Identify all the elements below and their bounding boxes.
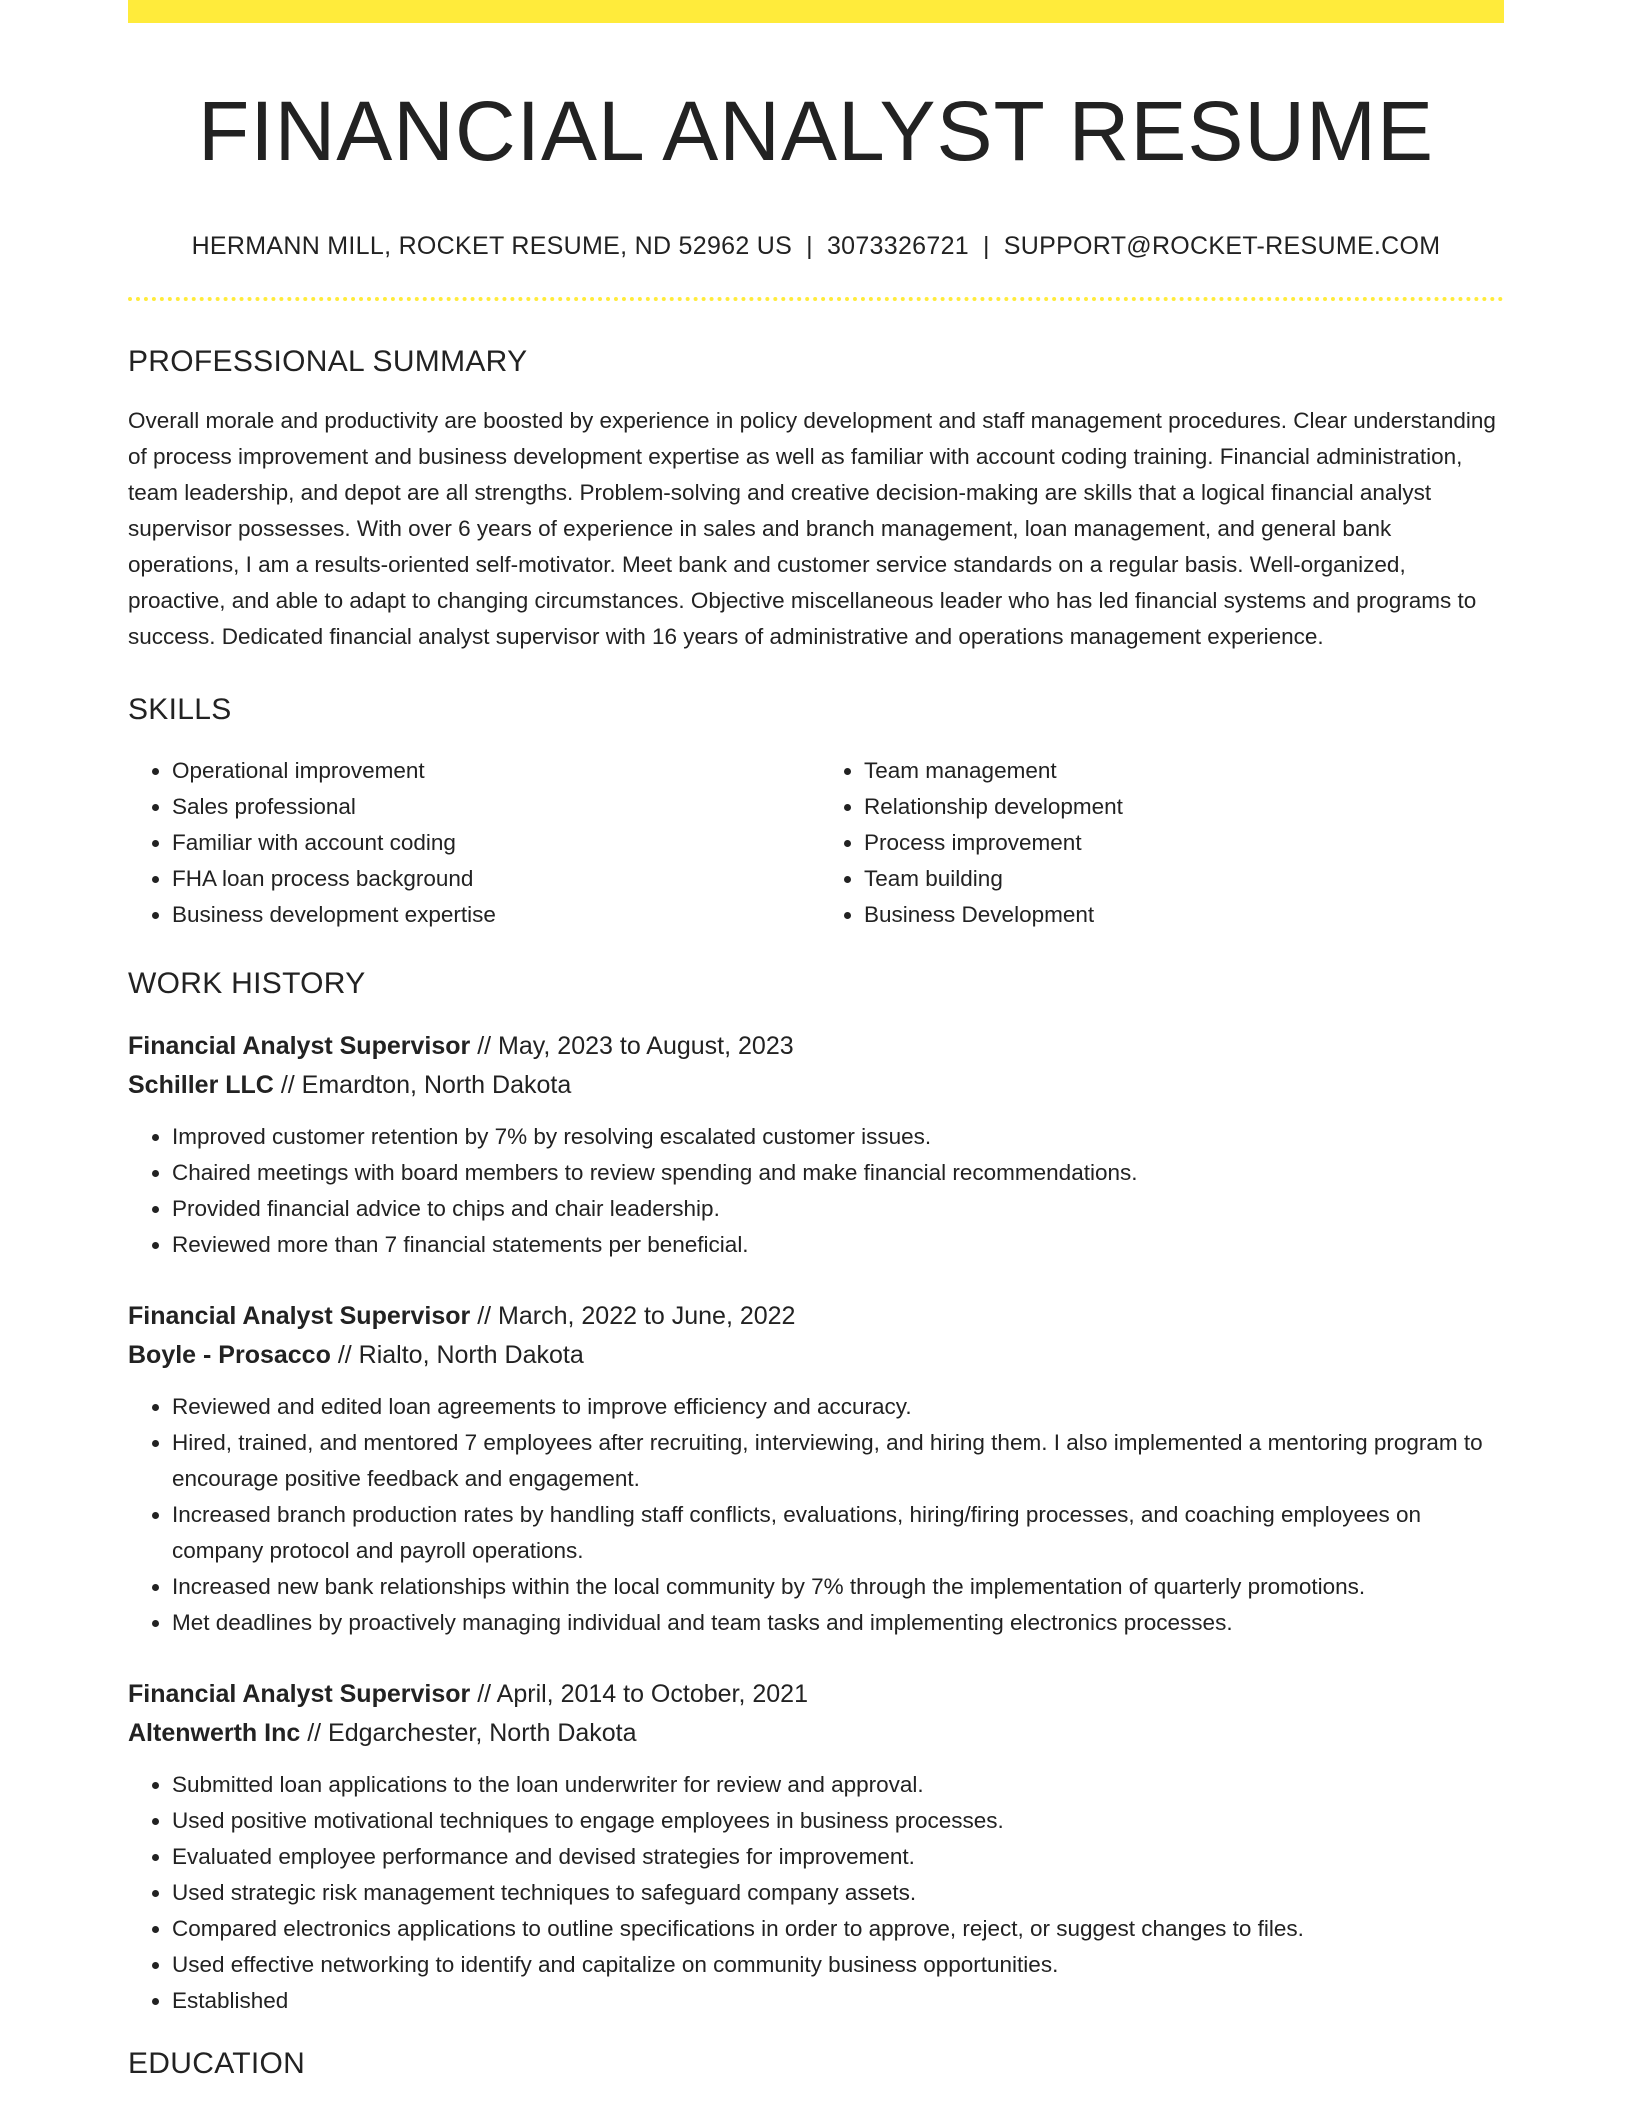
job-title: Financial Analyst Supervisor [128,1301,471,1330]
contact-email: SUPPORT@ROCKET-RESUME.COM [1003,231,1441,260]
job-bullet: • Submitted loan applications to the loan underwriter for review and approval. [172,1767,1504,1803]
skill-item: • FHA loan process background [172,861,816,897]
job-company-line [128,1066,1504,1105]
job-bullet: • Met deadlines by proactively managing individual and team tasks and implementing electronics processes. [172,1605,1504,1641]
job-title-line [128,1675,1504,1714]
skill-item: • Process improvement [864,825,1504,861]
skills-grid [128,753,1504,933]
contact-line [128,232,1504,261]
summary-heading: PROFESSIONAL SUMMARY [128,344,528,378]
job-company-line [128,1714,1504,1753]
job-location: // Edgarchester, North Dakota [307,1718,637,1747]
skill-item: • Familiar with account coding [172,825,816,861]
job-dates: // March, 2022 to June, 2022 [477,1301,796,1330]
job-bullet: • Compared electronics applications to outline specifications in order to approve, reject, or suggest changes to files. [172,1911,1504,1947]
resume-page [128,0,1504,2112]
job-bullet: • Improved customer retention by 7% by resolving escalated customer issues. [172,1119,1504,1155]
job-dates: // April, 2014 to October, 2021 [477,1679,808,1708]
skill-item: • Business development expertise [172,897,816,933]
job-bullet: • Reviewed and edited loan agreements to improve efficiency and accuracy. [172,1389,1504,1425]
contact-address: HERMANN MILL, ROCKET RESUME, ND 52962 US [191,231,793,260]
job-entry [128,1675,1504,2019]
job-bullet: • Evaluated employee performance and devised strategies for improvement. [172,1839,1504,1875]
job-bullets [128,1767,1504,2019]
education-heading: EDUCATION [128,2046,306,2080]
job-company: Boyle - Prosacco [128,1340,331,1369]
job-title: Financial Analyst Supervisor [128,1679,471,1708]
contact-phone: 3073326721 [826,231,969,260]
job-bullets [128,1119,1504,1263]
job-bullet: • Used positive motivational techniques to engage employees in business processes. [172,1803,1504,1839]
job-location: // Emardton, North Dakota [280,1070,572,1099]
job-location: // Rialto, North Dakota [337,1340,584,1369]
skill-item: • Team management [864,753,1504,789]
summary-text: Overall morale and productivity are boosted by experience in policy development and staff management procedures. Clear understanding of process improvement and business development expertise as well as familiar with account coding training. Financial administration, team leadership, and depot are all strengths. Problem-solving and creative decision-making are skills that a logical financial analyst supervisor possesses. With over 6 years of experience in sales and branch management, loan management, and general bank operations, I am a results-oriented self-motivator. Meet bank and customer service standards on a regular basis. Well-organized, proactive, and able to adapt to changing circumstances. Objective miscellaneous leader who has led financial systems and programs to success. Dedicated financial analyst supervisor with 16 years of administrative and operations management experience. [128,407,1496,649]
job-bullet: • Used strategic risk management techniques to safeguard company assets. [172,1875,1504,1911]
job-bullet: • Provided financial advice to chips and chair leadership. [172,1191,1504,1227]
skills-column-right [816,753,1504,933]
accent-top-bar [128,0,1504,23]
job-company-line [128,1336,1504,1375]
job-title-line [128,1027,1504,1066]
job-entry [128,1027,1504,1263]
job-bullet: • Reviewed more than 7 financial statements per beneficial. [172,1227,1504,1263]
skill-item: • Business Development [864,897,1504,933]
job-bullet: • Increased new bank relationships within the local community by 7% through the implementation of quarterly promotions. [172,1569,1504,1605]
job-bullet: • Hired, trained, and mentored 7 employees after recruiting, interviewing, and hiring them. I also implemented a mentoring program to encourage positive feedback and engagement. [172,1425,1504,1497]
job-entry [128,1297,1504,1641]
skill-item: • Relationship development [864,789,1504,825]
job-title: Financial Analyst Supervisor [128,1031,471,1060]
skills-column-left [128,753,816,933]
work-history-heading: WORK HISTORY [128,966,366,1000]
skill-item: • Team building [864,861,1504,897]
job-company: Schiller LLC [128,1070,274,1099]
resume-title: FINANCIAL ANALYST RESUME [197,84,1435,178]
job-bullet: • Established [172,1983,1504,2019]
job-title-line [128,1297,1504,1336]
skills-heading: SKILLS [128,692,232,726]
job-bullet: • Increased branch production rates by handling staff conflicts, evaluations, hiring/firing processes, and coaching employees on company protocol and payroll operations. [172,1497,1504,1569]
skill-item: • Sales professional [172,789,816,825]
contact-separator: | [806,231,813,260]
job-dates: // May, 2023 to August, 2023 [477,1031,794,1060]
job-bullet: • Used effective networking to identify and capitalize on community business opportunities. [172,1947,1504,1983]
job-bullet: • Chaired meetings with board members to review spending and make financial recommendations. [172,1155,1504,1191]
job-bullets [128,1389,1504,1641]
contact-separator: | [982,231,990,260]
skill-item: • Operational improvement [172,753,816,789]
dotted-divider [128,297,1504,301]
job-company: Altenwerth Inc [128,1718,301,1747]
